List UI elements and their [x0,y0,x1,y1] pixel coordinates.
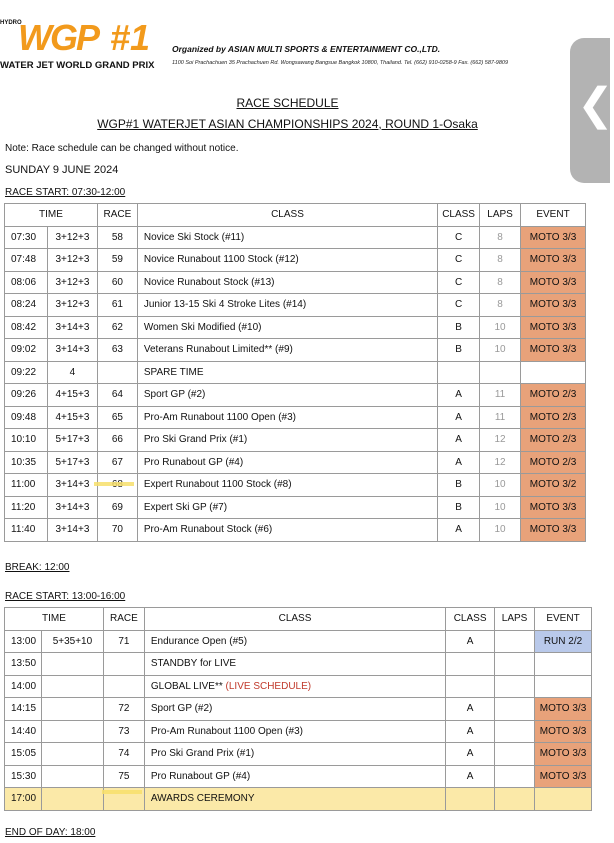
page-title: RACE SCHEDULE [236,96,339,110]
schedule-row [5,519,586,542]
laps-cell: 10 [480,519,521,542]
duration-cell: 4+15+3 [47,384,97,407]
class-grade-cell: A [438,451,480,474]
race-number-cell: 62 [97,316,137,339]
organizer-address: 1100 Soi Prachachuen 35 Prachachuen Rd. Wongsawang Bangsue Bangkok 10800, Thailand. Tel. (662) 910-0258-9 Fax. (662) 587-9809 [172,60,509,66]
class-grade-cell: A [438,406,480,429]
time-cell: 15:05 [5,743,42,766]
duration-cell: 3+14+3 [47,316,97,339]
duration-cell: 3+12+3 [47,294,97,317]
race-number-cell: 65 [97,406,137,429]
schedule-row [5,698,592,721]
race-number-cell [97,361,137,384]
organizer-text: Organized by ASIAN MULTI SPORTS & ENTERTAINMENT CO.,LTD. [172,44,441,54]
class-cell: Women Ski Modified (#10) [137,316,437,339]
logo-wgp: WGP [18,17,98,58]
col-event: EVENT [535,608,592,631]
time-cell: 11:00 [5,474,48,497]
class-cell: Novice Runabout 1100 Stock (#12) [137,249,437,272]
col-race: RACE [97,204,137,227]
col-class-grade: CLASS [438,204,480,227]
class-cell [144,675,445,698]
event-cell: MOTO 2/3 [521,384,586,407]
class-cell: Pro Ski Grand Prix (#1) [144,743,445,766]
class-grade-cell: B [438,474,480,497]
time-cell: 14:00 [5,675,42,698]
col-time: TIME [5,204,98,227]
event-cell: MOTO 3/3 [535,698,592,721]
event-cell: MOTO 3/3 [521,496,586,519]
time-cell: 11:40 [5,519,48,542]
class-grade-cell: B [438,339,480,362]
laps-cell: 8 [480,294,521,317]
break-label: BREAK: 12:00 [5,562,70,573]
wgp-logo [0,17,165,71]
class-cell: Pro-Am Runabout 1100 Open (#3) [137,406,437,429]
event-cell: MOTO 2/3 [521,406,586,429]
laps-cell: 11 [480,384,521,407]
duration-cell: 3+14+3 [47,519,97,542]
race-number-cell: 67 [97,451,137,474]
time-cell: 09:26 [5,384,48,407]
schedule-row [5,743,592,766]
schedule-row [5,765,592,788]
class-grade-cell: C [438,271,480,294]
schedule-row [5,720,592,743]
race-number-cell: 60 [97,271,137,294]
class-grade-cell: C [438,294,480,317]
col-class: CLASS [144,608,445,631]
logo-number: #1 [110,17,151,58]
event-cell: MOTO 3/3 [521,226,586,249]
laps-cell: 8 [480,271,521,294]
logo-subtitle: WATER JET WORLD GRAND PRIX [0,60,155,71]
laps-cell: 8 [480,226,521,249]
duration-cell [41,765,103,788]
time-cell: 10:35 [5,451,48,474]
race-number-cell: 75 [103,765,144,788]
laps-cell [495,720,535,743]
event-cell: MOTO 3/3 [535,720,592,743]
schedule-note: Note: Race schedule can be changed without notice. [5,143,239,154]
duration-cell: 3+14+3 [47,339,97,362]
event-cell: MOTO 3/3 [521,294,586,317]
schedule-row [5,451,586,474]
session2-table [4,607,592,811]
event-cell: MOTO 3/3 [521,271,586,294]
time-cell: 07:48 [5,249,48,272]
duration-cell: 3+12+3 [47,249,97,272]
laps-cell [480,361,521,384]
schedule-row [5,271,586,294]
event-cell: MOTO 3/3 [521,519,586,542]
class-grade-cell: A [438,384,480,407]
duration-cell: 3+14+3 [47,474,97,497]
col-race: RACE [103,608,144,631]
table-header-row [5,204,586,227]
duration-cell [41,720,103,743]
race-number-cell: 70 [97,519,137,542]
class-cell: Sport GP (#2) [144,698,445,721]
class-cell: Pro-Am Runabout 1100 Open (#3) [144,720,445,743]
chevron-left-icon: ❮ [577,80,614,129]
race-number-cell [103,675,144,698]
time-cell: 14:40 [5,720,42,743]
schedule-row [5,294,586,317]
class-cell: Endurance Open (#5) [144,630,445,653]
laps-cell: 10 [480,474,521,497]
class-cell: Expert Ski GP (#7) [137,496,437,519]
class-cell: Sport GP (#2) [137,384,437,407]
highlight-mark [102,790,142,794]
duration-cell: 5+35+10 [41,630,103,653]
logo-tag: HYDRO [0,20,22,26]
end-of-day-label: END OF DAY: 18:00 [5,827,96,838]
laps-cell [495,698,535,721]
session1-table [4,203,586,542]
schedule-row [5,384,586,407]
time-cell: 11:20 [5,496,48,519]
duration-cell [41,743,103,766]
laps-cell: 12 [480,429,521,452]
duration-cell: 5+17+3 [47,429,97,452]
schedule-row [5,406,586,429]
schedule-row [5,249,586,272]
event-cell [535,675,592,698]
duration-cell [41,698,103,721]
class-cell: Pro Runabout GP (#4) [137,451,437,474]
time-cell: 13:00 [5,630,42,653]
schedule-row [5,474,586,497]
laps-cell: 8 [480,249,521,272]
race-number-cell: 64 [97,384,137,407]
race-number-cell: 66 [97,429,137,452]
time-cell: 08:24 [5,294,48,317]
col-event: EVENT [521,204,586,227]
schedule-row [5,653,592,676]
time-cell: 09:02 [5,339,48,362]
event-cell [535,788,592,811]
page-subtitle: WGP#1 WATERJET ASIAN CHAMPIONSHIPS 2024, ROUND 1-Osaka [97,117,478,131]
duration-cell: 4+15+3 [47,406,97,429]
race-number-cell: 69 [97,496,137,519]
time-cell: 13:50 [5,653,42,676]
event-cell: MOTO 2/3 [521,429,586,452]
duration-cell: 5+17+3 [47,451,97,474]
time-cell: 14:15 [5,698,42,721]
class-grade-cell [446,788,495,811]
col-class-grade: CLASS [446,608,495,631]
laps-cell: 11 [480,406,521,429]
time-cell: 10:10 [5,429,48,452]
laps-cell [495,765,535,788]
class-grade-cell: B [438,496,480,519]
session2-label: RACE START: 13:00-16:00 [5,591,126,602]
class-cell: Novice Runabout Stock (#13) [137,271,437,294]
schedule-row [5,496,586,519]
race-number-cell: 74 [103,743,144,766]
race-number-cell: 58 [97,226,137,249]
laps-cell [495,630,535,653]
class-grade-cell: A [446,720,495,743]
col-laps: LAPS [495,608,535,631]
laps-cell: 10 [480,339,521,362]
live-schedule-note: (LIVE SCHEDULE) [225,680,312,692]
time-cell: 15:30 [5,765,42,788]
class-cell: Junior 13-15 Ski 4 Stroke Lites (#14) [137,294,437,317]
event-cell: MOTO 3/3 [521,339,586,362]
duration-cell: 3+12+3 [47,271,97,294]
duration-cell: 3+14+3 [47,496,97,519]
event-cell: MOTO 3/3 [521,249,586,272]
class-grade-cell: C [438,226,480,249]
class-grade-cell: A [446,765,495,788]
schedule-row [5,316,586,339]
schedule-row [5,339,586,362]
event-cell: MOTO 3/3 [521,316,586,339]
race-number-cell: 63 [97,339,137,362]
event-cell: MOTO 3/3 [535,743,592,766]
class-grade-cell [438,361,480,384]
duration-cell: 3+12+3 [47,226,97,249]
laps-cell: 10 [480,316,521,339]
time-cell: 17:00 [5,788,42,811]
back-tab[interactable] [570,38,614,183]
event-cell: RUN 2/2 [535,630,592,653]
duration-cell [41,675,103,698]
duration-cell [41,788,103,811]
event-cell: MOTO 2/3 [521,451,586,474]
col-time: TIME [5,608,104,631]
class-cell: AWARDS CEREMONY [144,788,445,811]
laps-cell: 12 [480,451,521,474]
laps-cell [495,675,535,698]
duration-cell [41,653,103,676]
highlight-mark [94,482,134,486]
laps-cell [495,743,535,766]
time-cell: 09:48 [5,406,48,429]
schedule-row [5,361,586,384]
schedule-row [5,226,586,249]
event-cell [535,653,592,676]
class-grade-cell [446,653,495,676]
class-cell: SPARE TIME [137,361,437,384]
class-grade-cell: C [438,249,480,272]
time-cell: 08:42 [5,316,48,339]
class-name: GLOBAL LIVE** [150,680,223,692]
class-grade-cell: B [438,316,480,339]
schedule-row [5,675,592,698]
race-number-cell: 59 [97,249,137,272]
laps-cell: 10 [480,496,521,519]
event-cell: MOTO 3/3 [535,765,592,788]
race-number-cell: 61 [97,294,137,317]
time-cell: 09:22 [5,361,48,384]
col-laps: LAPS [480,204,521,227]
class-grade-cell: A [446,630,495,653]
class-cell: Novice Ski Stock (#11) [137,226,437,249]
class-cell: STANDBY for LIVE [144,653,445,676]
schedule-row [5,788,592,811]
time-cell: 07:30 [5,226,48,249]
class-cell: Pro Ski Grand Prix (#1) [137,429,437,452]
race-number-cell: 73 [103,720,144,743]
header [0,0,600,80]
race-number-cell: 71 [103,630,144,653]
schedule-row [5,630,592,653]
class-grade-cell: A [446,698,495,721]
table-header-row [5,608,592,631]
laps-cell [495,788,535,811]
class-grade-cell: A [438,519,480,542]
class-cell: Pro Runabout GP (#4) [144,765,445,788]
duration-cell: 4 [47,361,97,384]
class-grade-cell: A [446,743,495,766]
class-cell: Pro-Am Runabout Stock (#6) [137,519,437,542]
race-number-cell [103,653,144,676]
schedule-row [5,429,586,452]
laps-cell [495,653,535,676]
class-cell: Expert Runabout 1100 Stock (#8) [137,474,437,497]
class-grade-cell [446,675,495,698]
event-cell: MOTO 3/2 [521,474,586,497]
event-cell [521,361,586,384]
col-class: CLASS [137,204,437,227]
time-cell: 08:06 [5,271,48,294]
class-cell: Veterans Runabout Limited** (#9) [137,339,437,362]
session1-label: RACE START: 07:30-12:00 [5,187,126,198]
class-grade-cell: A [438,429,480,452]
schedule-day: SUNDAY 9 JUNE 2024 [5,164,119,176]
race-number-cell: 72 [103,698,144,721]
